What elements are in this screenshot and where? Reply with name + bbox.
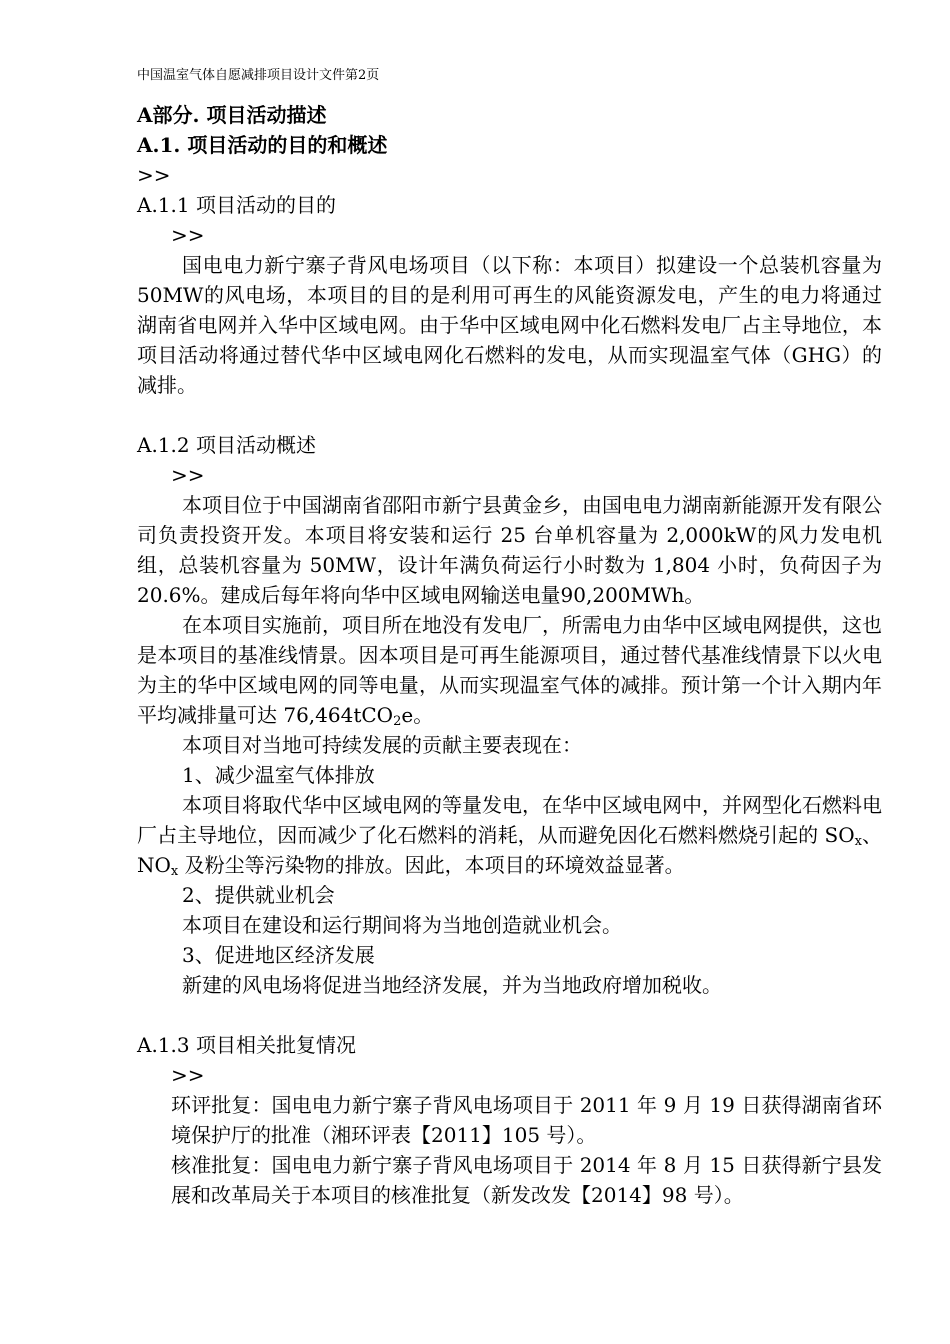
item-1-text	[137, 790, 882, 880]
item-1-text-c: 及粉尘等污染物的排放。因此，本项目的环境效益显著。	[178, 853, 685, 877]
part-title: A部分. 项目活动描述	[137, 103, 327, 127]
item-2-text: 本项目在建设和运行期间将为当地创造就业机会。	[182, 913, 622, 937]
section-a12-paragraph-1: 本项目位于中国湖南省邵阳市新宁县黄金乡，由国电电力湖南新能源开发有限公司负责投资开发。本项目将安装和运行 25 台单机容量为 2,000kW的风力发电机组，总装机容量为 50MW，设计年满负荷运行小时数为 1,804 小时，负荷因子为 20.6%。建成后每年将向华中区域电网输送电量90,200MWh。	[137, 493, 882, 607]
item-2-title: 2、提供就业机会	[182, 883, 335, 907]
item-1-text-b: 、NO	[137, 823, 882, 877]
section-a13-title: A.1.3 项目相关批复情况	[137, 1033, 356, 1057]
section-a1-title: A.1. 项目活动的目的和概述	[137, 133, 388, 157]
spacer	[137, 400, 882, 430]
page-header: 中国温室气体自愿减排项目设计文件第2页	[137, 68, 380, 83]
co2-subscript: 2	[393, 714, 402, 729]
section-a12-marker: >>	[171, 463, 205, 487]
section-a12-title: A.1.2 项目活动概述	[137, 433, 316, 457]
approval-environmental: 环评批复：国电电力新宁寨子背风电场项目于 2011 年 9 月 19 日获得湖南省环境保护厅的批准（湘环评表【2011】105 号）。	[171, 1093, 882, 1147]
spacer	[137, 1000, 882, 1030]
nox-subscript: x	[170, 864, 179, 879]
sox-subscript: x	[854, 834, 862, 849]
item-3-title: 3、促进地区经济发展	[182, 943, 375, 967]
paragraph-2-main: 在本项目实施前，项目所在地没有发电厂，所需电力由华中区域电网提供，这也是本项目的基准线情景。因本项目是可再生能源项目，通过替代基准线情景下以火电为主的华中区域电网的同等电量，从而实现温室气体的减排。预计第一个计入期内年平均减排量可达 76,464tCO	[137, 613, 882, 727]
section-a1-marker: >>	[137, 163, 171, 187]
section-a13-marker: >>	[171, 1063, 205, 1087]
section-a11-title: A.1.1 项目活动的目的	[137, 193, 336, 217]
section-a11-marker: >>	[171, 223, 205, 247]
approval-authorization: 核准批复：国电电力新宁寨子背风电场项目于 2014 年 8 月 15 日获得新宁县发展和改革局关于本项目的核准批复（新发改发【2014】98 号）。	[171, 1153, 882, 1207]
item-1-text-a: 本项目将取代华中区域电网的等量发电，在华中区域电网中，并网型化石燃料电厂占主导地位，因而减少了化石燃料的消耗，从而避免因化石燃料燃烧引起的 SO	[137, 793, 882, 847]
paragraph-2-end: e。	[401, 703, 434, 727]
section-a12-paragraph-2	[137, 610, 882, 730]
item-3-text: 新建的风电场将促进当地经济发展，并为当地政府增加税收。	[182, 973, 722, 997]
item-1-title: 1、减少温室气体排放	[182, 763, 375, 787]
contribution-intro: 本项目对当地可持续发展的贡献主要表现在：	[182, 733, 582, 757]
document-body	[137, 100, 882, 1210]
section-a11-paragraph: 国电电力新宁寨子背风电场项目（以下称：本项目）拟建设一个总装机容量为50MW的风电场，本项目的目的是利用可再生的风能资源发电，产生的电力将通过湖南省电网并入华中区域电网。由于华中区域电网中化石燃料发电厂占主导地位，本项目活动将通过替代华中区域电网化石燃料的发电，从而实现温室气体（GHG）的减排。	[137, 253, 882, 397]
